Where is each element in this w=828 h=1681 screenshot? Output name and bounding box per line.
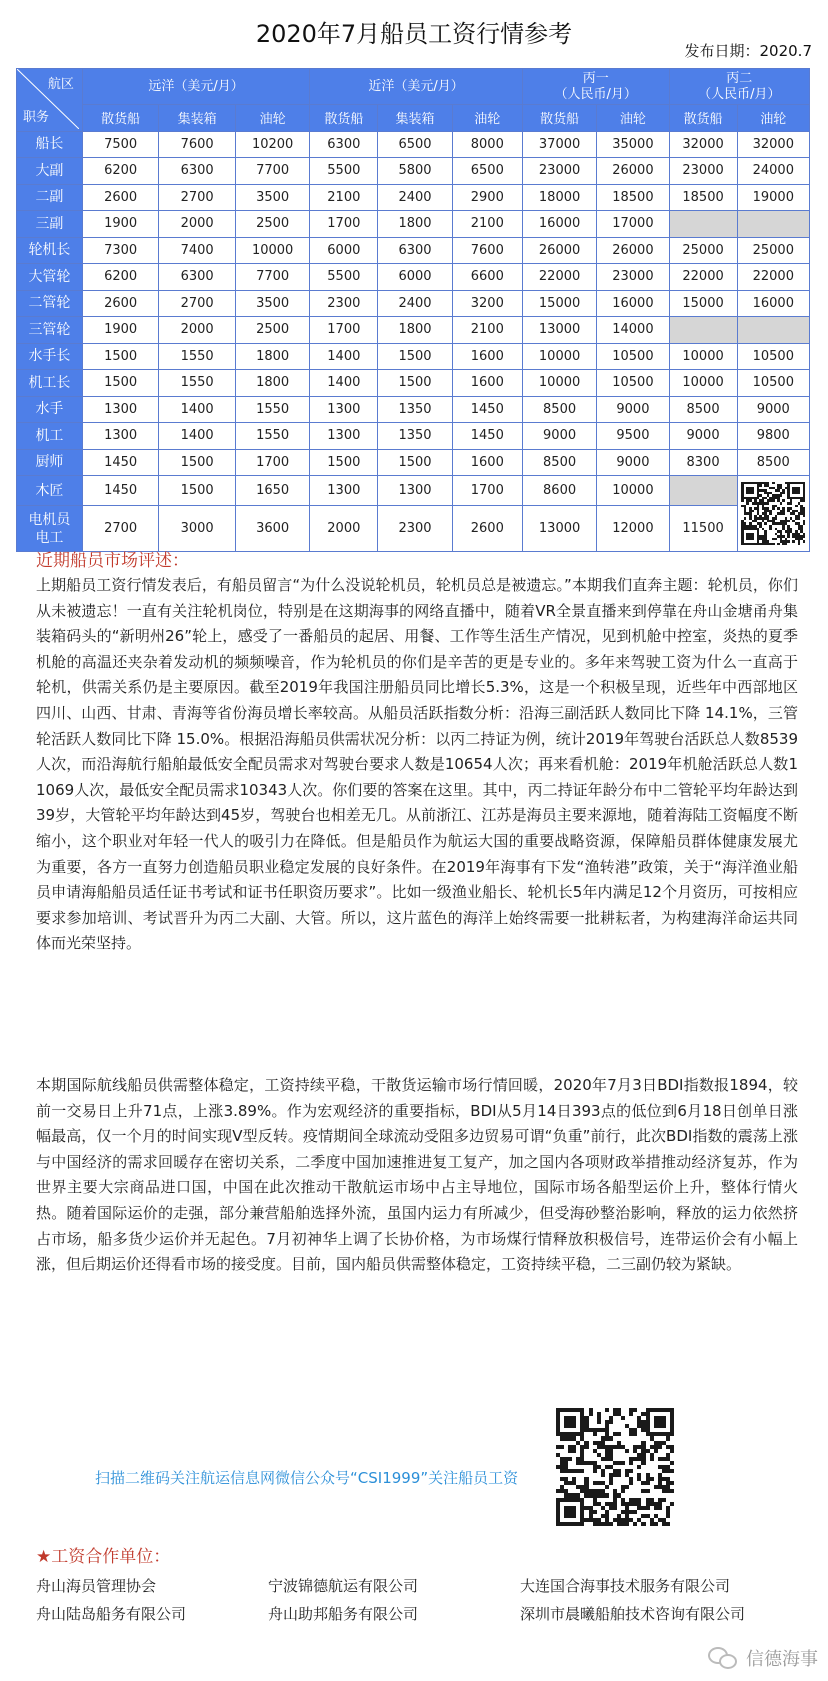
table-cell: 1600 [452,343,522,370]
table-cell: 1300 [82,396,159,423]
table-cell: 1300 [310,476,378,506]
partner-item: 大连国合海事技术服务有限公司 [520,1577,731,1595]
group-header-class-c2 [669,69,809,105]
table-cell: 8500 [522,396,596,423]
table-cell: 6200 [82,264,159,291]
row-header-rank: 机工长 [17,370,83,397]
empty-cell [737,317,809,344]
table-row [17,343,810,370]
table-cell: 2700 [82,506,159,552]
review-paragraph-1: 上期船员工资行情发表后，有船员留言“为什么没说轮机员，轮机员总是被遗忘。”本期我们直奔主题：轮机员，你们从未被遗忘！一直有关注轮机岗位，特别是在这期海事的网络直播中，随着VR全景直播来到停靠在舟山金塘甬舟集装箱码头的“新明州26”轮上，感受了一番船员的起居、用餐、工作等生活生产情况，见到机舱中控室，炎热的夏季机舱的高温还夹杂着发动机的频频噪音，作为轮机员的你们是辛苦的更是专业的。多年来驾驶工资为什么一直高于轮机，供需关系仍是主要原因。截至2019年我国注册船员同比增长5.3%，这是一个积极呈现，近些年中西部地区四川、山西、甘肃、青海等省份海员增长率较高。从船员活跃指数分析：沿海三副活跃人数同比下降 14.1%，三管轮活跃人数同比下降 15.0%。根据沿海船员供需状况分析：以丙二持证为例，统计2019年驾驶台活跃总人数8539人次，而沿海航行船舶最低安全配员需求对驾驶台要求人数是10654人次；再来看机舱：2019年机舱活跃总人数11069人次，最低安全配员需求10343人次。你们要的答案在这里。其中，丙二持证年龄分布中二管轮平均年龄达到39岁，大管轮平均年龄达到45岁，驾驶台也相差无几。从前浙江、江苏是海员主要来源地，随着海陆工资幅度不断缩小，这个职业对年轻一代人的吸引力在降低。但是船员作为航运大国的重要战略资源，保障船员群体健康发展尤为重要，各方一直努力创造船员职业稳定发展的良好条件。在2019年海事有下发“渔转港”政策，关于“海洋渔业船员申请海船船员适任证书考试和证书任职资历要求”。比如一级渔业船长、轮机长5年内满足12个月资历，可按相应要求参加培训、考试晋升为丙二大副、大管。所以，这片蓝色的海洋上始终需要一批耕耘者，为构建海洋命运共同体而光荣坚持。 [36,576,798,953]
table-cell: 26000 [597,237,669,264]
table-cell: 1500 [310,449,378,476]
table-cell: 10000 [669,370,737,397]
review-paragraph-2: 本期国际航线船员供需整体稳定，工资持续平稳，干散货运输市场行情回暖，2020年7月3日BDI指数报1894，较前一交易日上升71点，上涨3.89%。作为宏观经济的重要指标，BDI从5月14日393点的低位到6月18日创单日涨幅最高，仅一个月的时间实现V型反转。疫情期间全球流动受阻多边贸易可谓“负重”前行，此次BDI指数的震荡上涨与中国经济的需求回暖存在密切关系，二季度中国加速推进复工复产，加之国内各项财政举措推动经济复苏，作为世界主要大宗商品进口国，中国在此次推动干散航运市场中占主导地位，国际市场各船型运价上升，整体行情火热。随着国际运价的走强，部分兼营船舶选择外流，虽国内运力有所减少，但受海砂整治影响，释放的运力依然挤占市场，船多货少运价并无起色。7月初神华上调了长协价格，为市场煤行情释放积极信号，连带运价会有小幅上涨，但后期运价还得看市场的接受度。目前，国内船员供需整体稳定，工资持续平稳，二三副仍较为紧缺。 [36,1076,798,1274]
table-cell: 6300 [159,264,236,291]
table-cell: 3000 [159,506,236,552]
table-cell: 19000 [737,184,809,211]
column-header: 集装箱 [378,105,452,132]
row-header-rank: 二副 [17,184,83,211]
table-cell: 1500 [159,449,236,476]
table-row [17,237,810,264]
table-cell: 3500 [235,184,309,211]
table-cell: 10500 [597,370,669,397]
corner-label-rank: 职务 [23,109,50,125]
table-cell: 1400 [310,343,378,370]
table-row [17,476,810,506]
table-cell: 13000 [522,317,596,344]
brand-watermark [708,1645,818,1671]
table-cell: 35000 [597,131,669,158]
column-header: 散货船 [669,105,737,132]
table-cell: 8600 [522,476,596,506]
table-cell: 10000 [522,343,596,370]
table-cell: 1700 [452,476,522,506]
table-cell: 8000 [452,131,522,158]
table-cell: 8500 [737,449,809,476]
table-cell: 2000 [310,506,378,552]
table-cell: 1800 [235,370,309,397]
table-cell: 1500 [82,370,159,397]
row-header-rank: 木匠 [17,476,83,506]
empty-cell [669,211,737,238]
table-cell: 10000 [235,237,309,264]
table-cell: 8300 [669,449,737,476]
table-cell: 16000 [737,290,809,317]
table-cell: 2900 [452,184,522,211]
corner-label-area: 航区 [47,77,74,92]
table-cell: 32000 [737,131,809,158]
table-cell: 2400 [378,184,452,211]
qr-code-cell [737,476,809,552]
partners-row [36,1603,816,1631]
partner-item: 深圳市晨曦船舶技术咨询有限公司 [520,1605,746,1623]
table-cell: 10000 [597,476,669,506]
table-cell: 6000 [378,264,452,291]
table-row [17,290,810,317]
table-cell: 9000 [522,423,596,450]
table-cell: 22000 [522,264,596,291]
table-row [17,264,810,291]
table-cell: 1500 [159,476,236,506]
table-cell: 26000 [597,158,669,185]
table-cell: 10200 [235,131,309,158]
table-cell: 16000 [522,211,596,238]
partner-item: 舟山海员管理协会 [36,1577,157,1595]
review-title: 近期船员市场评述： [36,551,189,571]
table-cell: 1450 [82,449,159,476]
partner-item: 舟山助邦船务有限公司 [268,1605,419,1623]
table-cell: 1650 [235,476,309,506]
partner-item: 舟山陆岛船务有限公司 [36,1605,187,1623]
table-cell: 1600 [452,449,522,476]
table-cell: 1700 [235,449,309,476]
table-cell: 23000 [669,158,737,185]
group-label: 丙二 （人民币/月） [698,70,781,102]
table-cell: 1350 [378,423,452,450]
page-title: 2020年7月船员工资行情参考 [255,20,573,48]
wage-table [16,68,810,552]
subheader-row [17,105,810,132]
table-cell: 25000 [737,237,809,264]
table-cell: 8500 [522,449,596,476]
table-cell: 24000 [737,158,809,185]
table-cell: 1500 [82,343,159,370]
table-cell: 2000 [159,211,236,238]
table-cell: 23000 [597,264,669,291]
table-cell: 2300 [378,506,452,552]
table-row [17,449,810,476]
table-cell: 7600 [452,237,522,264]
group-label: 丙一 （人民币/月） [554,70,637,102]
group-label: 近洋（美元/月） [368,78,464,94]
table-cell: 2100 [452,211,522,238]
table-cell: 1300 [310,423,378,450]
table-cell: 9000 [737,396,809,423]
column-header: 集装箱 [159,105,236,132]
table-cell: 9800 [737,423,809,450]
table-cell: 1400 [159,396,236,423]
table-cell: 1450 [82,476,159,506]
table-cell: 18500 [597,184,669,211]
group-header-class-c1 [522,69,669,105]
table-cell: 1550 [159,343,236,370]
table-cell: 11500 [669,506,737,552]
table-cell: 9000 [669,423,737,450]
row-header-rank: 船长 [17,131,83,158]
table-cell: 15000 [522,290,596,317]
table-cell: 1800 [235,343,309,370]
table-cell: 23000 [522,158,596,185]
table-cell: 37000 [522,131,596,158]
table-cell: 7500 [82,131,159,158]
table-cell: 6300 [378,237,452,264]
table-cell: 6500 [378,131,452,158]
group-label: 远洋（美元/月） [148,78,244,94]
table-cell: 2500 [235,211,309,238]
table-cell: 3500 [235,290,309,317]
table-corner-header [17,69,83,132]
table-cell: 6300 [159,158,236,185]
table-cell: 1350 [378,396,452,423]
row-header-rank: 水手长 [17,343,83,370]
row-header-rank: 三管轮 [17,317,83,344]
table-cell: 2400 [378,290,452,317]
table-row [17,370,810,397]
table-cell: 6500 [452,158,522,185]
table-cell: 15000 [669,290,737,317]
table-cell: 2100 [452,317,522,344]
partners-title: ★工资合作单位： [36,1547,171,1567]
empty-cell [669,317,737,344]
table-body [17,131,810,552]
table-cell: 1500 [378,370,452,397]
table-cell: 3200 [452,290,522,317]
partners-row [36,1575,816,1603]
table-cell: 2100 [310,184,378,211]
brand-name: 信德海事 [746,1649,818,1670]
table-cell: 2000 [159,317,236,344]
table-row [17,396,810,423]
table-cell: 3600 [235,506,309,552]
row-header-rank: 厨师 [17,449,83,476]
empty-cell [737,211,809,238]
row-header-rank: 大副 [17,158,83,185]
table-row [17,506,810,552]
partner-item: 宁波锦德航运有限公司 [268,1577,419,1595]
table-cell: 26000 [522,237,596,264]
table-row [17,184,810,211]
table-cell: 1700 [310,317,378,344]
table-cell: 7600 [159,131,236,158]
table-cell: 22000 [669,264,737,291]
group-header-ocean [82,69,309,105]
table-cell: 1300 [82,423,159,450]
table-cell: 1800 [378,317,452,344]
table-cell: 1400 [310,370,378,397]
empty-cell [669,476,737,506]
table-cell: 18000 [522,184,596,211]
table-row [17,211,810,238]
table-cell: 13000 [522,506,596,552]
table-cell: 2600 [82,290,159,317]
table-cell: 1900 [82,317,159,344]
row-header-rank: 大管轮 [17,264,83,291]
table-cell: 9000 [597,396,669,423]
table-cell: 1800 [378,211,452,238]
column-header: 油轮 [737,105,809,132]
column-header: 油轮 [235,105,309,132]
table-cell: 32000 [669,131,737,158]
table-cell: 25000 [669,237,737,264]
table-cell: 10000 [522,370,596,397]
row-header-rank: 电机员 电工 [17,506,83,552]
partners-list [36,1575,816,1631]
table-cell: 2700 [159,290,236,317]
table-cell: 12000 [597,506,669,552]
table-cell: 9500 [597,423,669,450]
table-cell: 14000 [597,317,669,344]
table-cell: 1400 [159,423,236,450]
table-cell: 1450 [452,396,522,423]
table-cell: 1550 [159,370,236,397]
table-cell: 1700 [310,211,378,238]
row-header-rank: 二管轮 [17,290,83,317]
column-header: 油轮 [452,105,522,132]
table-cell: 7700 [235,264,309,291]
table-cell: 16000 [597,290,669,317]
table-cell: 22000 [737,264,809,291]
column-header: 散货船 [82,105,159,132]
table-cell: 5800 [378,158,452,185]
column-header: 散货船 [522,105,596,132]
table-row [17,158,810,185]
table-cell: 1500 [378,343,452,370]
table-cell: 10500 [737,370,809,397]
table-cell: 6600 [452,264,522,291]
table-cell: 8500 [669,396,737,423]
table-cell: 2600 [82,184,159,211]
qr-code-icon[interactable] [556,1408,674,1526]
table-cell: 10500 [737,343,809,370]
table-cell: 1450 [452,423,522,450]
publish-date: 发布日期：2020.7 [684,42,812,60]
table-cell: 5500 [310,158,378,185]
wechat-icon [708,1645,740,1671]
table-cell: 1600 [452,370,522,397]
table-cell: 7400 [159,237,236,264]
table-cell: 1500 [378,449,452,476]
table-cell: 10500 [597,343,669,370]
row-header-rank: 机工 [17,423,83,450]
table-cell: 1900 [82,211,159,238]
group-header-near-sea [310,69,523,105]
table-cell: 6000 [310,237,378,264]
table-cell: 10000 [669,343,737,370]
table-cell: 17000 [597,211,669,238]
table-cell: 7300 [82,237,159,264]
table-cell: 2300 [310,290,378,317]
row-header-rank: 三副 [17,211,83,238]
row-header-rank: 轮机长 [17,237,83,264]
table-cell: 5500 [310,264,378,291]
table-cell: 1300 [310,396,378,423]
row-header-rank: 水手 [17,396,83,423]
qr-code-icon[interactable] [741,482,805,546]
table-cell: 9000 [597,449,669,476]
column-header: 散货船 [310,105,378,132]
table-row [17,317,810,344]
table-cell: 1300 [378,476,452,506]
table-cell: 18500 [669,184,737,211]
table-row [17,131,810,158]
follow-instruction: 扫描二维码关注航运信息网微信公众号“CSI1999”关注船员工资 [95,1469,519,1487]
table-cell: 1550 [235,423,309,450]
table-cell: 2600 [452,506,522,552]
table-cell: 6200 [82,158,159,185]
table-cell: 7700 [235,158,309,185]
table-cell: 6300 [310,131,378,158]
table-row [17,423,810,450]
table-cell: 1550 [235,396,309,423]
table-cell: 2700 [159,184,236,211]
table-cell: 2500 [235,317,309,344]
column-header: 油轮 [597,105,669,132]
